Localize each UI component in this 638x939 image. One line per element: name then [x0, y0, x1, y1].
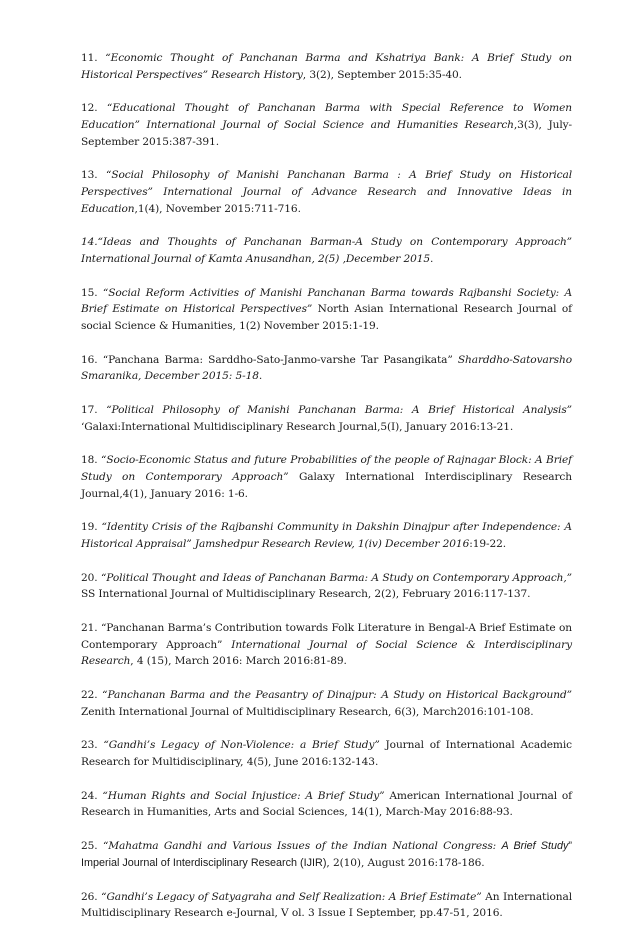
reference-text: ” Imperial Journal of Interdisciplinary Research (IJIR): [81, 840, 573, 869]
reference-text: 22.: [81, 689, 103, 702]
reference-text: International Journal of Social Science & Interdisciplinary Research: [81, 638, 573, 668]
reference-text: “Political Philosophy of Manishi Panchanan Barma: A Brief Historical Analysis”: [106, 404, 572, 417]
reference-entry: [81, 687, 572, 720]
reference-text: 23.: [81, 739, 104, 752]
reference-entry: [81, 570, 572, 603]
reference-entry: [81, 620, 572, 670]
reference-entry: [81, 519, 572, 552]
reference-text: Sharddho-Satovarsho Smaranika, December 2015: 5-18.: [81, 353, 572, 383]
reference-text: 13.: [81, 169, 107, 182]
reference-text: “Socio-Economic Status and future Probabilities of the people of Rajnagar Block: A Brief Study on Contemporary Approach”: [81, 454, 572, 483]
reference-entry: [81, 167, 572, 217]
reference-text: 20.: [81, 571, 101, 584]
reference-text: 16. “Panchana Barma: Sarddho-Sato-Janmo-varshe Tar Pasangikata”: [81, 353, 458, 366]
reference-text: North Asian International Research Journal of social Science & Humanities, 1(2) November 2015:1-19.: [81, 303, 572, 332]
reference-text: “Panchanan Barma and the Peasantry of Dinajpur: A Study on Historical Background”: [102, 689, 572, 702]
reference-text: “Mahatma Gandhi and Various Issues of the Indian National Congress:: [102, 840, 502, 853]
reference-text: 17.: [81, 404, 107, 417]
reference-text: A Brief Study: [501, 840, 569, 853]
reference-text: , 3(2), September 2015:35-40.: [302, 68, 462, 81]
reference-text: 12.: [81, 102, 107, 115]
reference-entry: [81, 737, 572, 770]
reference-entry: [81, 285, 572, 335]
reference-text: :19-22.: [469, 537, 506, 550]
reference-entry: [81, 889, 572, 922]
reference-text: “Social Philosophy of Manishi Panchanan Barma : A Brief Study on Historical Perspectives” International Journal of Advance Research and Innovative Ideas in Education: [81, 169, 572, 215]
reference-text: “Political Thought and Ideas of Panchanan Barma: A Study on Contemporary Approach,”: [100, 571, 572, 584]
reference-text: “Economic Thought of Panchanan Barma and Kshatriya Bank: A Brief Study on Historical Perspectives” Research History: [81, 52, 572, 81]
reference-text: “Gandhi’s Legacy of Satyagraha and Self Realization: A Brief Estimate”: [101, 890, 482, 903]
reference-text: 18.: [81, 454, 102, 467]
reference-text: 11.: [81, 52, 106, 64]
reference-text: “Social Reform Activities of Manishi Panchanan Barma towards Rajbanshi Society: A Brief Estimate on Historical Perspectives”: [81, 286, 572, 316]
reference-text: 15.: [81, 286, 103, 299]
reference-text: “Identity Crisis of the Rajbanshi Community in Dakshin Dinajpur after Independence: A Historical Appraisal” Jamshedpur Research Review, 1(iv) December 2016: [81, 521, 572, 550]
reference-entry: [81, 788, 572, 821]
reference-text: 25.: [81, 840, 103, 853]
reference-text: ‘Galaxi:International Multidisciplinary Research Journal,5(I), January 2016:13-21.: [81, 420, 514, 433]
reference-text: ,1(4), November 2015:711-716.: [134, 202, 301, 215]
reference-text: 24.: [81, 789, 103, 802]
reference-entry: [81, 234, 572, 267]
reference-text: “Gandhi’s Legacy of Non-Violence: a Brief Study”: [103, 739, 380, 752]
reference-text: , 2(10), August 2016:178-186.: [326, 856, 485, 869]
reference-text: 14.“Ideas and Thoughts of Panchanan Barman-A Study on Contemporary Approach” International Journal of Kamta Anusandhan, 2(5) ,December 2015.: [81, 236, 572, 265]
reference-entry: [81, 838, 572, 871]
reference-text: Galaxy International Interdisciplinary Research Journal,4(1), January 2016: 1-6.: [81, 471, 572, 500]
reference-text: American International Journal of Research in Humanities, Arts and Social Sciences, 14(1), March-May 2016:88-93.: [81, 789, 572, 819]
reference-text: ,3(3), July-September 2015:387-391.: [81, 118, 572, 148]
reference-text: Zenith International Journal of Multidisciplinary Research, 6(3), March2016:101-108.: [81, 705, 534, 718]
reference-entry: [81, 452, 572, 502]
reference-entry: [81, 352, 572, 385]
reference-text: 19.: [81, 521, 102, 534]
reference-text: , 4 (15), March 2016: March 2016:81-89.: [130, 655, 347, 668]
reference-text: “Educational Thought of Panchanan Barma with Special Reference to Women Education” International Journal of Social Science and Humanities Research: [81, 102, 572, 131]
reference-entry: [81, 402, 572, 435]
reference-text: 26.: [81, 890, 102, 903]
reference-entry: [81, 50, 572, 83]
reference-text: An International Multidisciplinary Research e-Journal, V ol. 3 Issue I September, pp.47-51, 2016.: [81, 890, 573, 920]
reference-entry: [81, 100, 572, 150]
reference-text: Journal of International Academic Research for Multidisciplinary, 4(5), June 2016:132-143.: [81, 739, 572, 769]
reference-text: 21. “Panchanan Barma’s Contribution towards Folk Literature in Bengal-A Brief Estimate on Contemporary Approach”: [81, 622, 572, 651]
reference-text: “Human Rights and Social Injustice: A Brief Study”: [102, 789, 385, 802]
reference-text: SS International Journal of Multidisciplinary Research, 2(2), February 2016:117-137.: [81, 588, 531, 601]
reference-list: [81, 50, 572, 939]
